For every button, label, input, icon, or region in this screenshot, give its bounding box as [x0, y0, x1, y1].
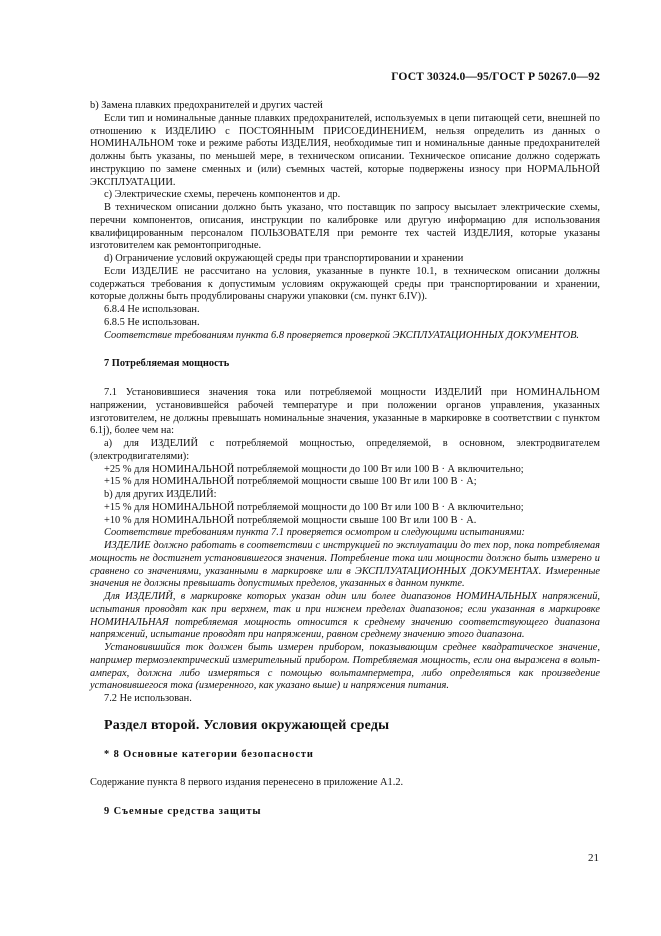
compliance-7-1-measure: Установившийся ток должен быть измерен прибором, показывающим среднее квадратическое значение, например термоэлектрический измерительный прибором. Потребляемая мощность, если она выражена в вольт-амперах, должна либо измеряться с помощью вольтамперметра, либо определяться как произведение установившегося тока (измеренного, как указано выше) и напряжения питания. [90, 642, 600, 692]
clause-6-8-4: 6.8.4 Не использован. [104, 304, 200, 315]
item-d-title: d) Ограничение условий окружающей среды при транспортировании и хранении [104, 253, 464, 264]
document-header: ГОСТ 30324.0—95/ГОСТ Р 50267.0—92 [391, 70, 600, 83]
item-7-1-b-1: +15 % для НОМИНАЛЬНОЙ потребляемой мощности до 100 Вт или 100 В · А включительно; [104, 501, 524, 513]
section-8-heading: * 8 Основные категории безопасности [104, 748, 314, 760]
item-7-1-a-2: +15 % для НОМИНАЛЬНОЙ потребляемой мощности свыше 100 Вт или 100 В · А; [104, 476, 477, 488]
item-7-1-a-1: +25 % для НОМИНАЛЬНОЙ потребляемой мощности до 100 Вт или 100 В · А включительно; [104, 463, 524, 475]
section-7-heading: 7 Потребляемая мощность [104, 358, 230, 370]
part-2-heading: Раздел второй. Условия окружающей среды [104, 717, 390, 733]
compliance-6-8: Соответствие требованиям пункта 6.8 проверяется проверкой ЭКСПЛУАТАЦИОННЫХ ДОКУМЕНТОВ. [104, 329, 580, 341]
page-body [90, 62, 600, 819]
compliance-7-1-test: ИЗДЕЛИЕ должно работать в соответствии с инструкцией по эксплуатации до тех пор, пока потребляемая мощность не достигнет установившегося значения. Потребление тока или мощности должно быть измерено и сравнено со значениями, указанными в маркировке или в ЭКСПЛУАТАЦИОННЫХ ДОКУМЕНТАХ. Измеренные значения не должны превышать допустимых пределов, указанных в данном пункте. [90, 540, 600, 590]
item-7-1-b-title: b) для других ИЗДЕЛИЙ: [104, 489, 217, 500]
clause-7-1: 7.1 Установившиеся значения тока или потребляемой мощности ИЗДЕЛИЙ при НОМИНАЛЬНОМ напряжении, установившейся рабочей температуре и при положении органов управления, указанных изготовителем, не должны превышать номинальные значения, указанные в маркировке в соответствии с пунктом 6.1j), более чем на: [90, 387, 600, 437]
item-c-text: В техническом описании должно быть указано, что поставщик по запросу высылает электрические схемы, перечни компонентов, описания, инструкции по калибровке или другую информацию для использования квалифицированным персоналом ПОЛЬЗОВАТЕЛЯ при ремонте тех частей ИЗДЕЛИЯ, которые указаны изготовителем как ремонтопригодные. [90, 202, 600, 252]
section-9-heading: 9 Съемные средства защиты [104, 806, 262, 817]
item-b-text: Если тип и номинальные данные плавких предохранителей, используемых в цепи питающей сети, внешней по отношению к ИЗДЕЛИЮ с ПОСТОЯННЫМ ПРИСОЕДИНЕНИЕМ, нельзя определить из данных о НОМИНАЛЬНОМ токе и режиме работы ИЗДЕЛИЯ, необходимые тип и номинальные данные предохранителей должны быть указаны, по меньшей мере, в техническом описании. Техническое описание должно содержать инструкцию по замене сменных и (или) съемных частей, которые подвержены износу при НОРМАЛЬНОЙ ЭКСПЛУАТАЦИИ. [90, 112, 600, 188]
item-c-title: c) Электрические схемы, перечень компонентов и др. [104, 189, 341, 201]
item-d-text: Если ИЗДЕЛИЕ не рассчитано на условия, указанные в пункте 10.1, в техническом описании должны содержаться требования к допустимым условиям окружающей среды при транспортировании и хранении, которые должны быть продублированы снаружи упаковки (см. пункт 6.IV)). [90, 265, 600, 303]
compliance-7-1-ranges: Для ИЗДЕЛИЙ, в маркировке которых указан один или более диапазонов НОМИНАЛЬНЫХ напряжений, испытания проводят как при верхнем, так и при нижнем пределах диапазонов; если указанная в маркировке НОМИНАЛЬНАЯ потребляемая мощность относится к среднему значению соответствующего диапазона напряжений, испытание проводят при напряжении, равном среднему значению этого диапазона. [90, 591, 600, 641]
clause-7-2: 7.2 Не использован. [104, 693, 192, 704]
page-number: 21 [588, 852, 599, 864]
compliance-7-1: Соответствие требованиям пункта 7.1 проверяется осмотром и следующими испытаниями: [104, 527, 525, 539]
item-7-1-a-title: a) для ИЗДЕЛИЙ с потребляемой мощностью, определяемой, в основном, электродвигателем (электродвигателями): [90, 438, 600, 462]
section-8-text: Содержание пункта 8 первого издания перенесено в приложение А1.2. [90, 777, 404, 789]
item-7-1-b-2: +10 % для НОМИНАЛЬНОЙ потребляемой мощности свыше 100 Вт или 100 В · А. [104, 514, 477, 526]
item-b-title: b) Замена плавких предохранителей и других частей [90, 100, 323, 111]
clause-6-8-5: 6.8.5 Не использован. [104, 316, 200, 328]
